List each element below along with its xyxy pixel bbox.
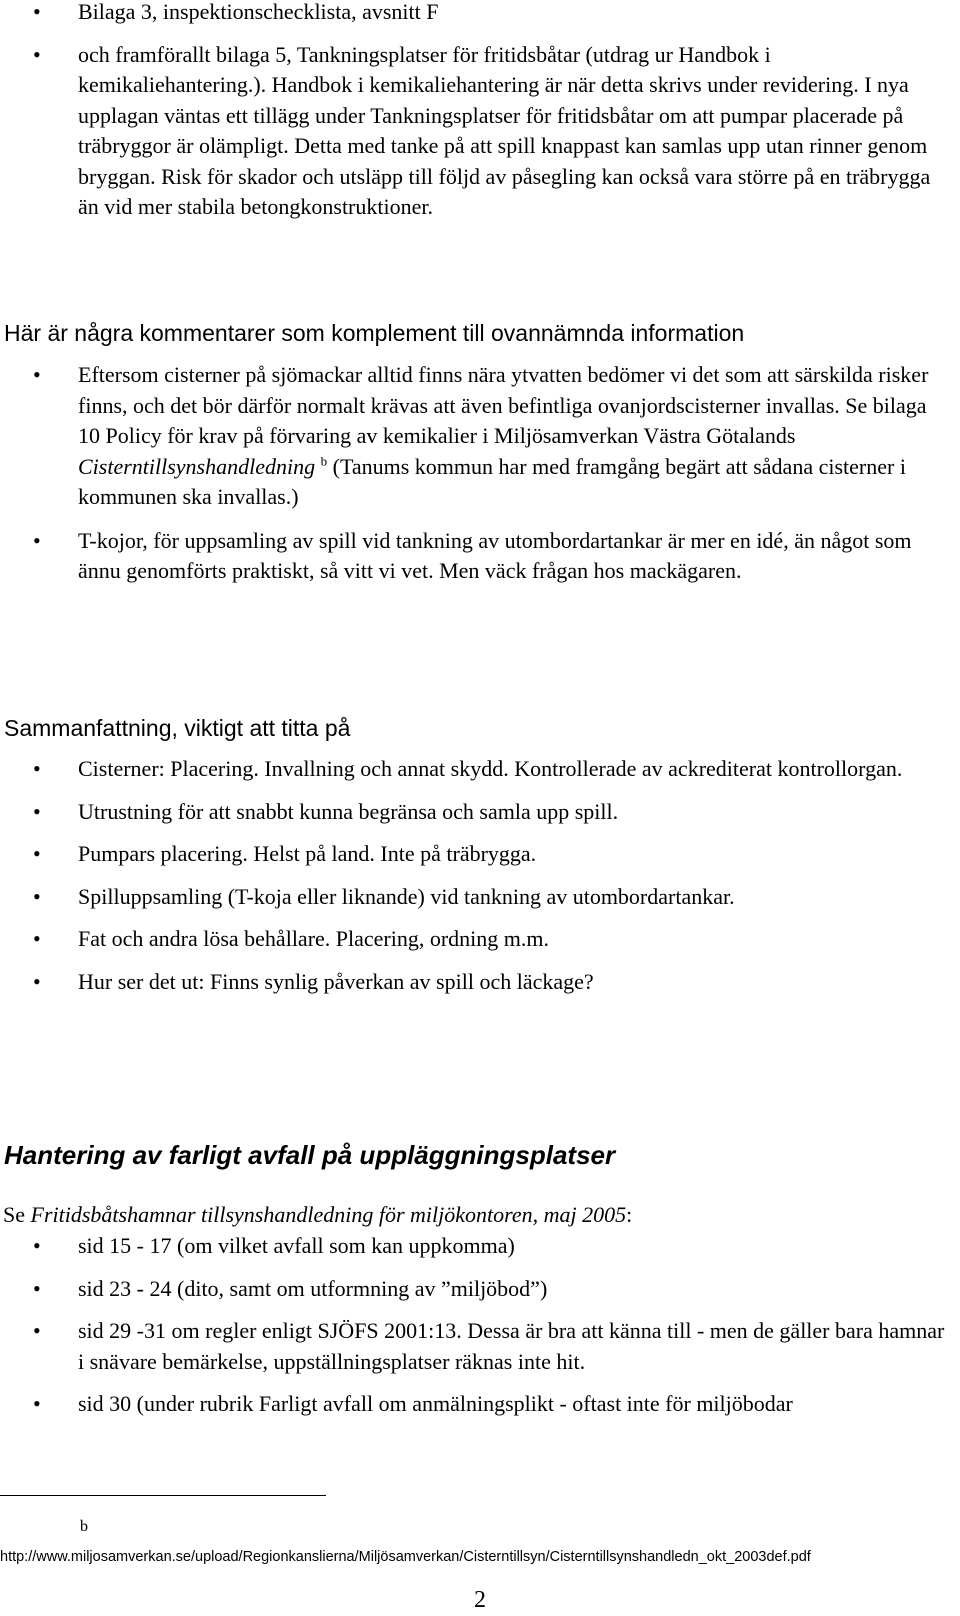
list-item-text: sid 23 - 24 (dito, samt om utformning av ”miljöbod”): [78, 1275, 548, 1301]
list-item-text: T-kojor, för uppsamling av spill vid tankning av utombordartankar är mer en idé, än något som ännu genomförts praktiskt, så vitt vi vet. Men väck frågan hos mackägaren.: [78, 527, 912, 583]
list-item-text-cont: (Tanums kommun har med framgång begärt att sådana cisterner i kommunen ska invallas.): [78, 453, 906, 509]
list-item: [0, 882, 950, 913]
bullet: •: [33, 1391, 41, 1416]
bullet: •: [33, 1233, 41, 1258]
list-item: [0, 754, 950, 785]
bullet: •: [33, 362, 41, 387]
list-item: [0, 797, 950, 828]
bullet: •: [33, 926, 41, 951]
list-item-text: Bilaga 3, inspektionschecklista, avsnitt F: [78, 0, 439, 24]
list-item: [0, 839, 950, 870]
list-item-text: Pumpars placering. Helst på land. Inte på träbrygga.: [78, 841, 537, 866]
footnote-divider: [0, 1495, 326, 1496]
bullet: •: [33, 841, 41, 866]
comments-heading: Här är några kommentarer som komplement till ovannämnda information: [4, 320, 745, 346]
list-item-text: Spilluppsamling (T-koja eller liknande) vid tankning av utombordartankar.: [78, 883, 735, 909]
waste-list: [0, 1231, 950, 1420]
summary-heading: Sammanfattning, viktigt att titta på: [4, 715, 351, 741]
list-item-text: sid 30 (under rubrik Farligt avfall om anmälningsplikt - oftast inte för miljöbodar: [78, 1391, 793, 1416]
list-item-text: Cisterner: Placering. Invallning och annat skydd. Kontrollerade av ackrediterat kontrollorgan.: [78, 756, 903, 781]
list-item-text: sid 29 -31 om regler enligt SJÖFS 2001:13. Dessa är bra att känna till - men de gäller bara hamnar i snävare bemärkelse, uppställningsplatser räknas inte hit.: [78, 1318, 945, 1374]
list-item: [0, 526, 950, 587]
footnote-reference[interactable]: b: [320, 453, 328, 469]
footnote-url[interactable]: http://www.miljosamverkan.se/upload/Regionkanslierna/Miljösamverkan/Cisterntillsyn/Cisterntillsynshandledn_okt_2003def.pdf: [0, 1549, 811, 1565]
guide-title: Fritidsbåtshamnar tillsynshandledning för miljökontoren, maj 2005: [30, 1202, 627, 1227]
handbook-title: Cisterntillsynshandledning: [78, 453, 316, 479]
intro-suffix: :: [626, 1202, 633, 1227]
bullet: •: [33, 1275, 41, 1301]
list-item: [0, 1389, 950, 1420]
footnote-mark: b: [80, 1518, 88, 1535]
bullet: •: [33, 1318, 41, 1343]
bullet: •: [33, 883, 41, 909]
list-item-text: och framförallt bilaga 5, Tankningsplatser för fritidsbåtar (utdrag ur Handbok i kemikaliehantering.). Handbok i kemikaliehantering är när detta skrivs under revidering. I nya upplagan väntas ett tillägg under Tankningsplatser för fritidsbåtar om att pumpar placerade på träbryggor är olämpligt. Detta med tanke på att spill knappast kan samlas upp utan rinner genom bryggan. Risk för skador och utsläpp till följd av påsegling kan också vara större på en träbrygga än vid mer stabila betongkonstruktioner.: [78, 41, 931, 219]
list-item: [0, 1274, 950, 1305]
list-item: [0, 40, 950, 223]
comments-list: [0, 360, 950, 587]
list-item: [0, 360, 950, 513]
waste-intro: [3, 1200, 632, 1231]
top-bullet-list: [0, 0, 950, 223]
bullet: •: [33, 968, 41, 994]
list-item: [0, 967, 950, 998]
list-item-text: Eftersom cisterner på sjömackar alltid finns nära ytvatten bedömer vi det som att särskilda risker finns, och det bör därför normalt krävas att även befintliga ovanjordscisterner invallas. Se bilaga 10 Policy för krav på förvaring av kemikalier i Miljösamverkan Västra Götalands: [78, 362, 929, 448]
list-item: [0, 0, 950, 28]
list-item: [0, 1316, 950, 1377]
intro-prefix: Se: [3, 1202, 31, 1227]
bullet: •: [33, 0, 41, 24]
waste-heading: Hantering av farligt avfall på uppläggningsplatser: [4, 1140, 616, 1170]
bullet: •: [33, 527, 41, 553]
list-item-text: sid 15 - 17 (om vilket avfall som kan uppkomma): [78, 1233, 515, 1258]
bullet: •: [33, 756, 41, 781]
page-number: 2: [474, 1587, 486, 1613]
bullet: •: [33, 798, 41, 824]
list-item: [0, 924, 950, 955]
list-item-text: Hur ser det ut: Finns synlig påverkan av spill och läckage?: [78, 968, 594, 994]
list-item-text: Utrustning för att snabbt kunna begränsa och samla upp spill.: [78, 798, 619, 824]
list-item: [0, 1231, 950, 1262]
list-item-text: Fat och andra lösa behållare. Placering, ordning m.m.: [78, 926, 550, 951]
bullet: •: [33, 41, 41, 67]
summary-list: [0, 754, 950, 997]
